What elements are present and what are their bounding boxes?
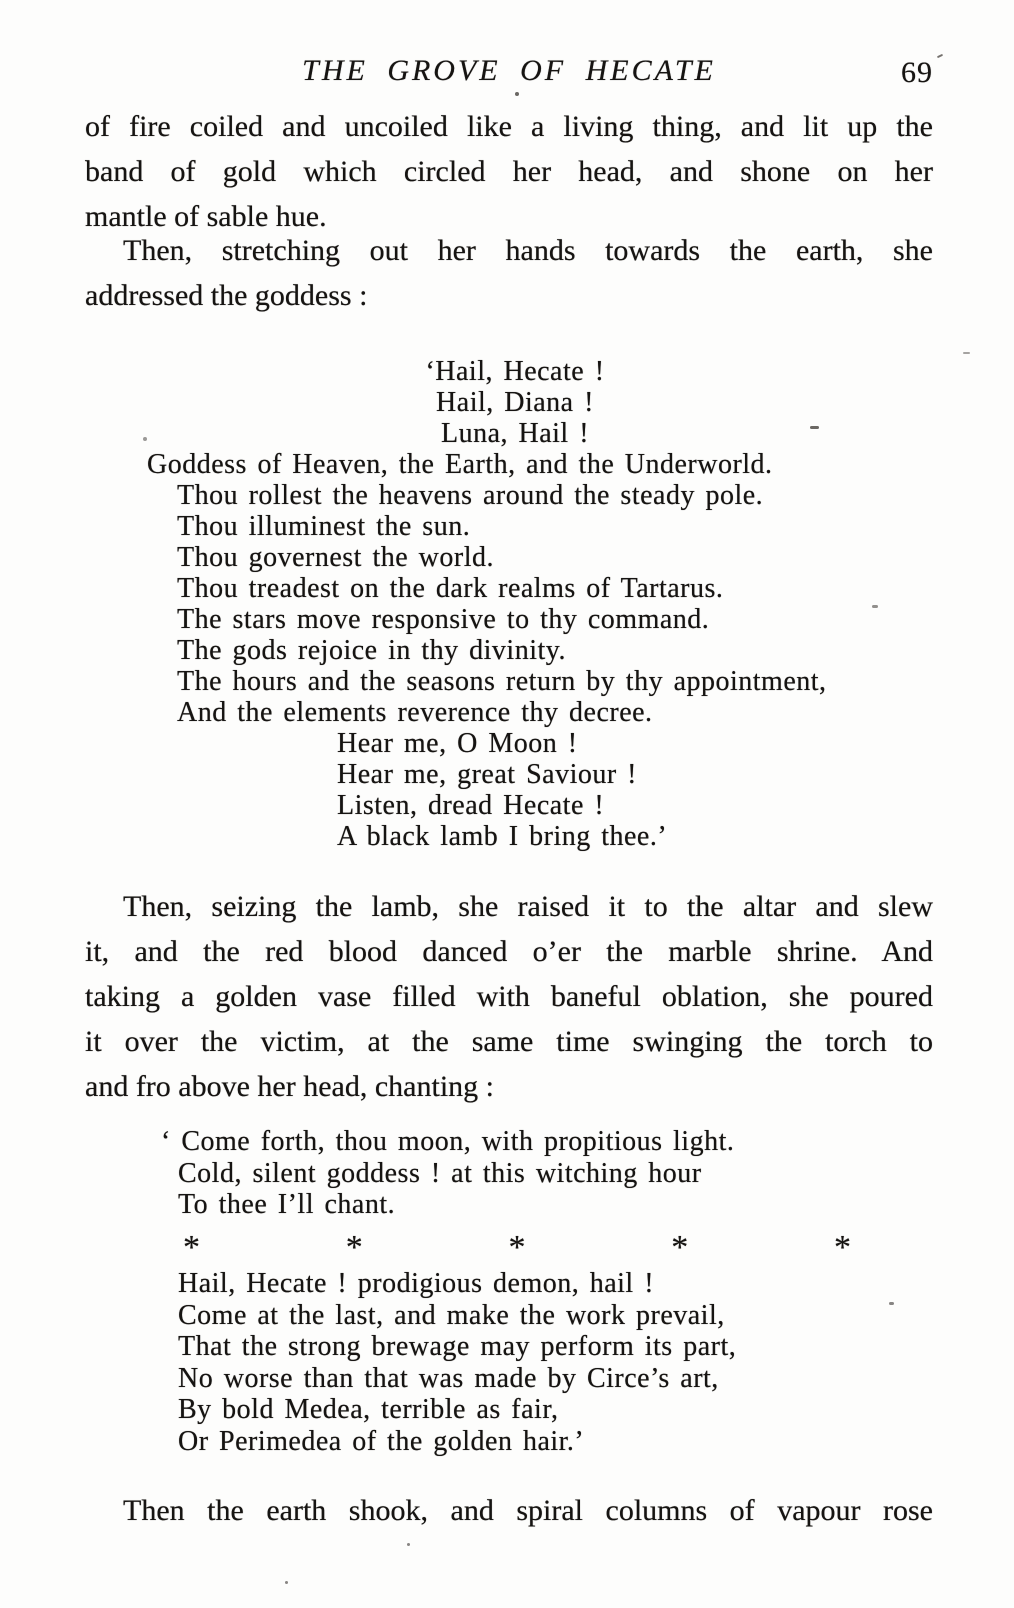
verse-line: To thee I’ll chant.	[178, 1189, 396, 1220]
verse-line: And the elements reverence thy decree.	[177, 697, 653, 728]
verse-line: Cold, silent goddess ! at this witching hour	[178, 1157, 702, 1189]
paragraph-2	[85, 228, 933, 318]
verse-line: Listen, dread Hecate !	[337, 790, 605, 821]
text-line: of fire coiled and uncoiled like a living thing, and lit up the	[85, 110, 933, 143]
scan-speck	[963, 352, 970, 354]
verse-line: Goddess of Heaven, the Earth, and the Underworld.	[147, 449, 773, 480]
running-header	[85, 54, 933, 96]
scan-speck	[937, 54, 943, 58]
verse-line: Luna, Hail !	[440, 418, 590, 449]
asterisk-separator	[183, 1229, 851, 1266]
verse-line: Hear me, great Saviour !	[337, 759, 637, 790]
text-line: band of gold which circled her head, and shone on her	[85, 155, 933, 188]
text-line: addressed the goddess :	[85, 279, 368, 312]
asterisk: *	[508, 1229, 526, 1266]
chapter-title: THE GROVE OF HECATE	[302, 54, 716, 87]
verse-line: Hear me, O Moon !	[337, 728, 578, 759]
verse-line: Thou governest the world.	[177, 542, 494, 573]
verse-line: That the strong brewage may perform its part,	[178, 1331, 737, 1362]
text-line: it over the victim, at the same time swinging the torch to	[85, 1025, 933, 1058]
scan-speck	[285, 1581, 288, 1584]
text-line: and fro above her head, chanting :	[85, 1070, 494, 1103]
verse-line: By bold Medea, terrible as fair,	[178, 1394, 559, 1425]
verse-line: A black lamb I bring thee.’	[337, 821, 668, 852]
verse-line: ‘Hail, Hecate !	[425, 356, 605, 387]
text-line: taking a golden vase filled with baneful oblation, she poured	[85, 980, 933, 1013]
verse-line: No worse than that was made by Circe’s art,	[178, 1362, 719, 1394]
text-line: it, and the red blood danced o’er the marble shrine. And	[85, 935, 933, 968]
scan-speck	[407, 1543, 410, 1546]
verse-line: Hail, Diana !	[436, 387, 594, 418]
verse-line: The hours and the seasons return by thy appointment,	[177, 666, 827, 697]
asterisk: *	[345, 1229, 363, 1266]
invocation-verse	[85, 356, 933, 852]
verse-line: Hail, Hecate ! prodigious demon, hail !	[178, 1268, 655, 1299]
verse-line: Thou illuminest the sun.	[177, 511, 471, 542]
text-line: Then, stretching out her hands towards the earth, she	[123, 234, 933, 267]
verse-line: The stars move responsive to thy command.	[177, 604, 710, 635]
asterisk: *	[183, 1229, 200, 1266]
page-number: 69	[901, 56, 933, 89]
verse-line: Come at the last, and make the work prevail,	[178, 1299, 725, 1331]
paragraph-3	[85, 884, 933, 1109]
asterisk: *	[834, 1229, 851, 1266]
verse-line: Or Perimedea of the golden hair.’	[178, 1425, 585, 1457]
verse-line: ‘ Come forth, thou moon, with propitious light.	[161, 1126, 735, 1157]
text-line: Then the earth shook, and spiral columns of vapour rose	[123, 1494, 933, 1527]
scan-speck	[143, 437, 147, 441]
paragraph-1	[85, 104, 933, 239]
chant-verse-2	[85, 1268, 933, 1457]
paragraph-4	[85, 1488, 933, 1533]
text-line: Then, seizing the lamb, she raised it to the altar and slew	[123, 890, 933, 923]
scan-speck	[872, 605, 878, 608]
scan-speck	[889, 1302, 894, 1305]
chant-verse-1	[85, 1126, 933, 1221]
scan-speck	[810, 426, 819, 429]
scan-speck	[515, 92, 519, 96]
verse-line: Thou rollest the heavens around the steady pole.	[177, 480, 764, 511]
asterisk: *	[671, 1229, 689, 1266]
verse-line: The gods rejoice in thy divinity.	[177, 635, 566, 666]
text-line: mantle of sable hue.	[85, 200, 327, 233]
verse-line: Thou treadest on the dark realms of Tartarus.	[177, 573, 724, 604]
